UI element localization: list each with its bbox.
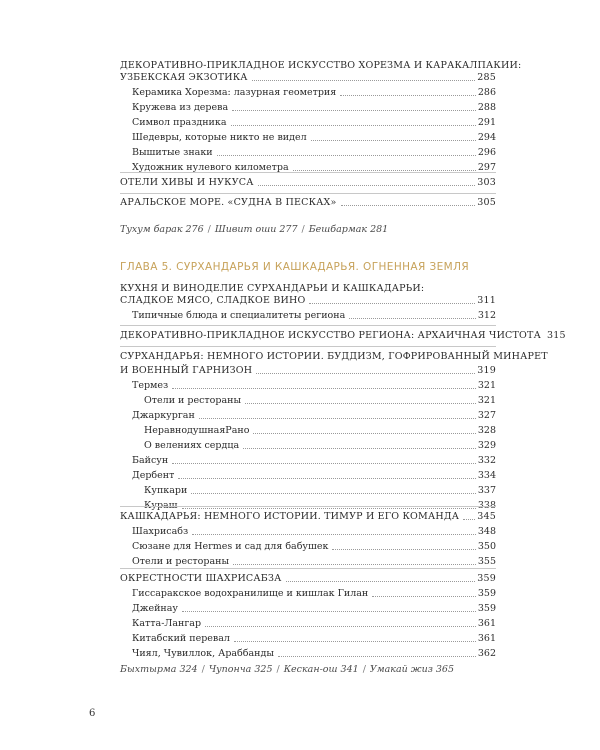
toc-entry-title: Сюзане для Hermes и сад для бабушек: [132, 541, 329, 552]
toc-entry[interactable]: [120, 526, 496, 538]
toc-entry-title: Байсун: [132, 455, 169, 466]
toc-page-number: 332: [477, 455, 496, 466]
toc-page-number: 291: [477, 117, 496, 128]
dot-leader: [231, 125, 476, 126]
dot-leader: [192, 534, 476, 535]
dot-leader: [232, 110, 476, 111]
dot-leader: [372, 596, 476, 597]
toc-entry[interactable]: [120, 648, 496, 660]
dot-leader: [252, 80, 476, 81]
toc-entry[interactable]: [120, 87, 496, 99]
toc-entry[interactable]: [120, 588, 496, 600]
recipe-link[interactable]: Чупонча 325: [208, 664, 273, 675]
toc-entry-title: Отели и рестораны: [144, 395, 242, 406]
toc-page-number: 345: [477, 511, 496, 522]
separator: /: [207, 224, 211, 235]
toc-entry[interactable]: [120, 102, 496, 114]
toc-page-number: 303: [477, 177, 496, 188]
dot-leader: [278, 656, 476, 657]
toc-entry[interactable]: [120, 177, 496, 189]
dot-leader: [256, 373, 475, 374]
toc-entry[interactable]: [120, 295, 496, 307]
toc-entry-title: Купкари: [144, 485, 188, 496]
dot-leader: [234, 641, 476, 642]
toc-block-surkhandarya: [120, 351, 548, 512]
toc-block-shakhrisabz-environs: [120, 573, 496, 660]
toc-entry-title: Джаркурган: [132, 410, 195, 421]
toc-block-cuisine: [120, 283, 496, 322]
toc-page-number: 315: [546, 330, 566, 341]
toc-heading-line: КУХНЯ И ВИНОДЕЛИЕ СУРХАНДАРЬИ И КАШКАДАРЬИ:: [120, 283, 425, 294]
toc-entry[interactable]: [120, 485, 496, 497]
toc-block-khorezm-crafts: [120, 60, 522, 174]
dot-leader: [243, 448, 476, 449]
toc-entry-title: Термез: [132, 380, 169, 391]
toc-entry-title: АРАЛЬСКОЕ МОРЕ. «СУДНА В ПЕСКАХ»: [120, 197, 337, 208]
toc-page-number: 355: [477, 556, 496, 567]
separator: /: [301, 224, 305, 235]
dot-leader: [182, 611, 476, 612]
toc-entry-title: Типичные блюда и специалитеты региона: [132, 310, 346, 321]
toc-page-number: 359: [477, 573, 496, 584]
toc-page-number: 312: [477, 310, 496, 321]
toc-page-number: 359: [477, 588, 496, 599]
recipe-link[interactable]: Быхтырма 324: [120, 664, 198, 675]
toc-page-number: 328: [477, 425, 496, 436]
toc-page-number: 361: [477, 633, 496, 644]
toc-page-number: 338: [477, 500, 496, 511]
dot-leader: [349, 318, 476, 319]
toc-entry[interactable]: [120, 132, 496, 144]
recipe-list: [120, 224, 388, 235]
toc-page-number: 321: [477, 380, 496, 391]
toc-entry[interactable]: [120, 541, 496, 553]
toc-entry-title: Отели и рестораны: [132, 556, 230, 567]
toc-page-number: 285: [477, 72, 496, 83]
toc-entry[interactable]: [120, 573, 496, 585]
toc-entry-title: Символ праздника: [132, 117, 227, 128]
toc-entry[interactable]: [120, 117, 496, 129]
toc-entry[interactable]: [120, 147, 496, 159]
toc-page-number: 359: [477, 603, 496, 614]
section-divider: [120, 506, 496, 507]
toc-entry-title: Керамика Хорезма: лазурная геометрия: [132, 87, 337, 98]
dot-leader: [286, 581, 476, 582]
toc-entry-title: Вышитые знаки: [132, 147, 213, 158]
recipe-link[interactable]: Шивит оши 277: [214, 224, 298, 235]
toc-entry[interactable]: [120, 633, 496, 645]
section-divider: [120, 325, 496, 326]
toc-entry-title: Чиял, Чувиллок, Араббанды: [132, 648, 274, 659]
toc-entry-title: Дербент: [132, 470, 175, 481]
toc-entry[interactable]: [120, 310, 496, 322]
toc-entry[interactable]: [120, 511, 496, 523]
recipe-link[interactable]: Умакай жиз 365: [369, 664, 455, 675]
dot-leader: [332, 549, 475, 550]
toc-entry[interactable]: [120, 440, 496, 452]
toc-block-decor: [120, 330, 566, 342]
dot-leader: [199, 418, 476, 419]
section-divider: [120, 568, 496, 569]
toc-page-number: 327: [477, 410, 496, 421]
recipe-link[interactable]: Кескан-ош 341: [283, 664, 359, 675]
toc-page-number: 319: [477, 365, 496, 376]
separator: /: [362, 664, 366, 675]
toc-page-number: 311: [477, 295, 496, 306]
toc-entry-title: Джейнау: [132, 603, 179, 614]
separator: /: [201, 664, 205, 675]
toc-entry-title: ОТЕЛИ ХИВЫ И НУКУСА: [120, 177, 254, 188]
dot-leader: [293, 170, 476, 171]
toc-entry[interactable]: [120, 197, 496, 209]
toc-page-number: 297: [477, 162, 496, 173]
toc-entry-title: Кураш: [144, 500, 178, 511]
toc-page-number: 361: [477, 618, 496, 629]
section-divider: [120, 172, 496, 173]
dot-leader: [205, 626, 476, 627]
dot-leader: [340, 95, 476, 96]
toc-entry-title: Китабский перевал: [132, 633, 230, 644]
toc-entry-title: ДЕКОРАТИВНО-ПРИКЛАДНОЕ ИСКУССТВО РЕГИОНА: АРХАИЧНАЯ ЧИСТОТА: [120, 330, 541, 341]
toc-entry[interactable]: [120, 72, 496, 84]
toc-page-number: 329: [477, 440, 496, 451]
toc-entry[interactable]: [120, 395, 496, 407]
toc-entry[interactable]: [120, 410, 496, 422]
toc-entry-title: О велениях сердца: [144, 440, 240, 451]
toc-entry-title: НеравнодушнаяРано: [144, 425, 250, 436]
recipe-link[interactable]: Бешбармак 281: [308, 224, 389, 235]
section-divider: [120, 346, 496, 347]
toc-page-number: 288: [477, 102, 496, 113]
recipe-link[interactable]: Тухум барак 276: [120, 224, 204, 235]
toc-page-number: 286: [477, 87, 496, 98]
toc-entry-title: СЛАДКОЕ МЯСО, СЛАДКОЕ ВИНО: [120, 295, 306, 306]
toc-entry[interactable]: [120, 556, 496, 568]
toc-entry-title: Шахрисабз: [132, 526, 189, 537]
toc-block-kashkadarya: [120, 511, 496, 568]
dot-leader: [311, 140, 476, 141]
chapter-heading[interactable]: ГЛАВА 5. СУРХАНДАРЬЯ И КАШКАДАРЬЯ. ОГНЕННАЯ ЗЕМЛЯ: [120, 261, 470, 273]
toc-block-hotels: [120, 177, 496, 189]
toc-heading-line: СУРХАНДАРЬЯ: НЕМНОГО ИСТОРИИ. БУДДИЗМ, ГОФРИРОВАННЫЙ МИНАРЕТ: [120, 351, 548, 362]
toc-page-number: 296: [477, 147, 496, 158]
toc-entry-title: УЗБЕКСКАЯ ЭКЗОТИКА: [120, 72, 248, 83]
toc-page-number: 294: [477, 132, 496, 143]
dot-leader: [233, 564, 476, 565]
toc-entry[interactable]: [120, 470, 496, 482]
toc-entry[interactable]: [120, 455, 496, 467]
dot-leader: [172, 463, 476, 464]
toc-entry-title: Шедевры, которые никто не видел: [132, 132, 307, 143]
toc-entry[interactable]: [120, 603, 496, 615]
dot-leader: [182, 508, 476, 509]
separator: /: [276, 664, 280, 675]
toc-entry[interactable]: [120, 330, 566, 342]
toc-entry[interactable]: [120, 618, 496, 630]
toc-entry[interactable]: [120, 425, 496, 437]
dot-leader: [258, 185, 476, 186]
toc-page-number: 337: [477, 485, 496, 496]
toc-entry-title: И ВОЕННЫЙ ГАРНИЗОН: [120, 365, 253, 376]
toc-entry-title: Кружева из дерева: [132, 102, 229, 113]
dot-leader: [217, 155, 476, 156]
toc-page-number: 321: [477, 395, 496, 406]
toc-entry-title: Художник нулевого километра: [132, 162, 289, 173]
toc-entry-title: Гиссаракское водохранилище и кишлак Гилан: [132, 588, 369, 599]
dot-leader: [172, 388, 476, 389]
section-divider: [120, 193, 496, 194]
dot-leader: [463, 519, 475, 520]
toc-entry-title: Катта-Лангар: [132, 618, 202, 629]
dot-leader: [309, 303, 475, 304]
toc-entry-title: КАШКАДАРЬЯ: НЕМНОГО ИСТОРИИ. ТИМУР И ЕГО КОМАНДА: [120, 511, 460, 522]
toc-entry[interactable]: [120, 365, 496, 377]
dot-leader: [245, 403, 476, 404]
toc-page-number: 350: [477, 541, 496, 552]
toc-page-number: 362: [477, 648, 496, 659]
toc-entry[interactable]: [120, 380, 496, 392]
page-number: 6: [89, 708, 96, 719]
toc-block-aral: [120, 197, 496, 209]
dot-leader: [341, 205, 476, 206]
dot-leader: [178, 478, 476, 479]
dot-leader: [253, 433, 475, 434]
toc-entry-title: ОКРЕСТНОСТИ ШАХРИСАБЗА: [120, 573, 282, 584]
toc-page-number: 348: [477, 526, 496, 537]
toc-page-number: 334: [477, 470, 496, 481]
dot-leader: [191, 493, 476, 494]
recipe-list: [120, 664, 454, 675]
toc-heading-line: ДЕКОРАТИВНО-ПРИКЛАДНОЕ ИСКУССТВО ХОРЕЗМА И КАРАКАЛПАКИИ:: [120, 60, 522, 71]
toc-page-number: 305: [477, 197, 496, 208]
